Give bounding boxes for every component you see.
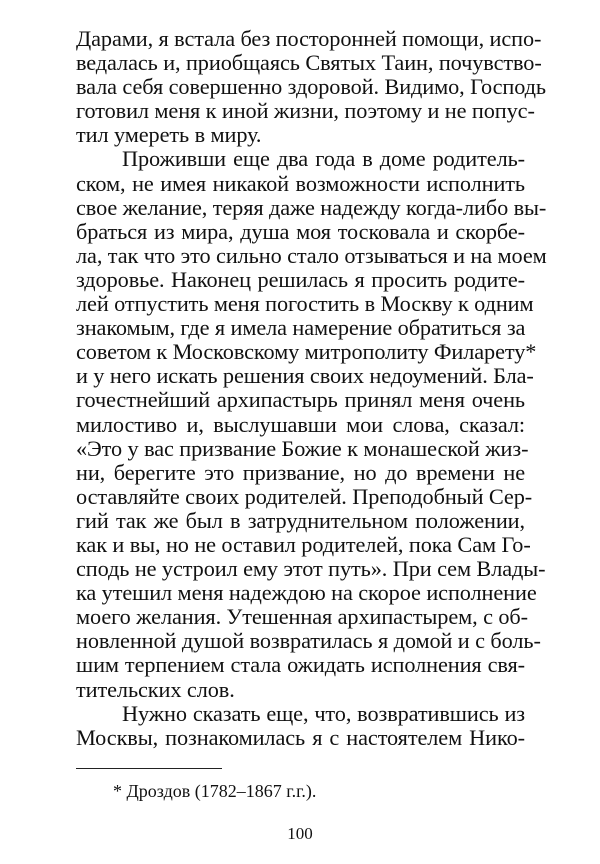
footnote: * Дроздов (1782–1867 г.г.). — [113, 781, 317, 801]
text-line: сподь не устроил ему этот путь». При сем Влады- — [76, 556, 546, 582]
text-line: оставляйте своих родителей. Преподобный Сер- — [76, 483, 533, 509]
text-line: браться из мира, душа моя тосковала и скорбе- — [76, 218, 525, 244]
text-line: ведалась и, приобщаясь Святых Таин, почувство- — [76, 50, 542, 76]
text-line: Дарами, я встала без посторонней помощи, испо- — [76, 26, 542, 51]
text-line: и у него искать решения своих недоумений. Бла- — [76, 363, 534, 389]
footnote-divider — [76, 768, 222, 769]
body-text — [76, 26, 547, 750]
text-line: моего желания. Утешенная архипастырем, с об- — [76, 604, 528, 630]
text-line: гочестнейший архипастырь принял меня очень — [76, 387, 525, 413]
text-line: милостиво и, выслушавши мои слова, сказал: — [76, 411, 525, 437]
text-line: здоровье. Наконец решилась я просить родите- — [76, 266, 525, 292]
text-line: готовил меня к иной жизни, поэтому и не попус- — [76, 98, 535, 124]
text-line: как и вы, но не оставил родителей, пока Сам Го- — [76, 531, 531, 557]
text-line: ни, берегите это призвание, но до времени не — [76, 459, 525, 485]
text-line: свое желание, теряя даже надежду когда-либо вы- — [76, 194, 547, 220]
text-line: Нужно сказать еще, что, возвратившись из — [122, 700, 525, 726]
text-line: тительских слов. — [76, 676, 235, 702]
text-line: знакомым, где я имела намерение обратиться за — [76, 315, 526, 341]
text-line: ском, не имея никакой возможности исполнить — [76, 170, 525, 196]
text-line: лей отпустить меня погостить в Москву к одним — [76, 291, 534, 317]
text-line: тил умереть в миру. — [76, 122, 262, 148]
text-line: новленной душой возвратилась я домой и с боль- — [76, 628, 541, 654]
text-line: вала себя совершенно здоровой. Видимо, Господь — [76, 74, 546, 100]
text-line: Проживши еще два года в доме родитель- — [122, 146, 525, 172]
text-line: советом к Московскому митрополиту Филарету* — [76, 339, 537, 365]
text-line: Москвы, познакомилась я с настоятелем Нико- — [76, 724, 525, 750]
text-line: ла, так что это сильно стало отзываться и на моем — [76, 242, 547, 268]
text-line: гий так же был в затруднительном положении, — [76, 507, 525, 533]
text-line: ка утешил меня надеждою на скорое исполнение — [76, 580, 537, 606]
page-number: 100 — [287, 824, 313, 843]
text-line: шим терпением стала ожидать исполнения свя- — [76, 652, 525, 678]
text-line: «Это у вас призвание Божие к монашеской жиз- — [76, 435, 529, 461]
